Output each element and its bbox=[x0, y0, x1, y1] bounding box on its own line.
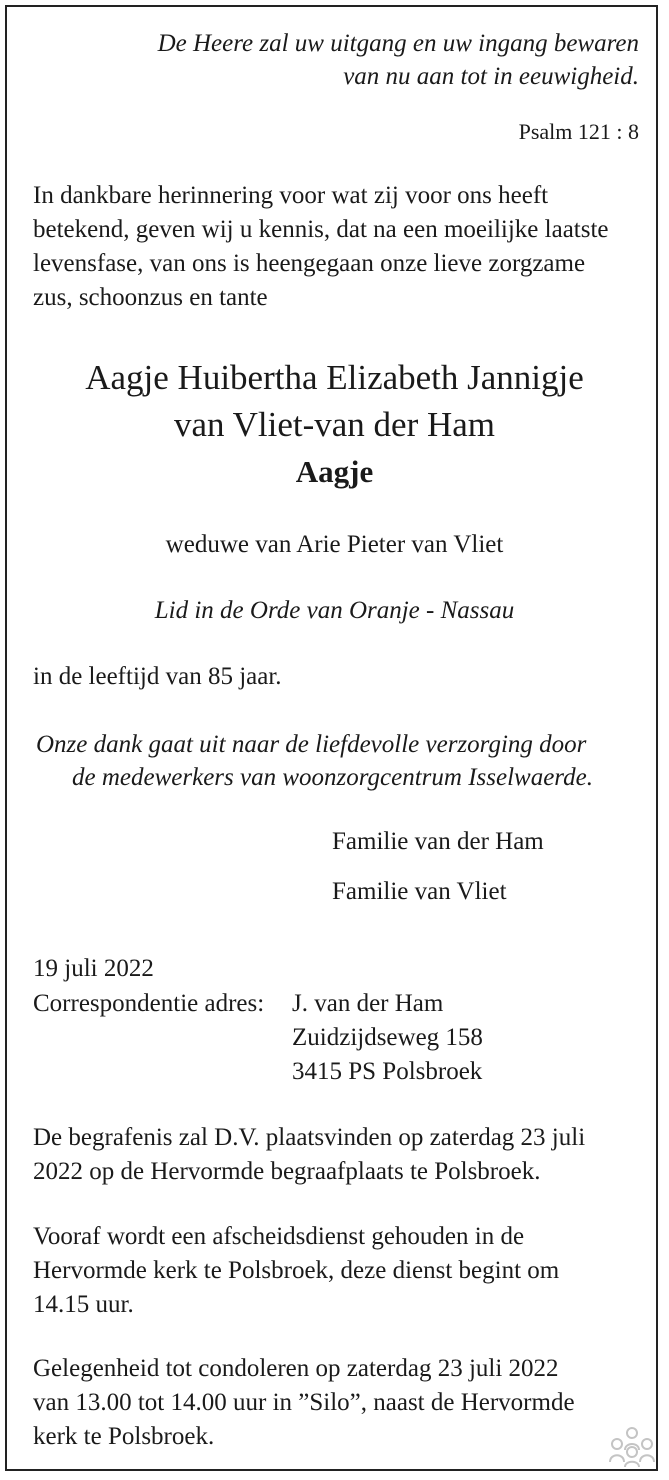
service-line-2: Hervormde kerk te Polsbroek, deze dienst begint om bbox=[33, 1257, 560, 1284]
deceased-full-name: Aagje Huibertha Elizabeth Jannigje bbox=[85, 358, 584, 397]
three-people-icon bbox=[606, 1424, 658, 1468]
deceased-surname: van Vliet-van der Ham bbox=[173, 405, 496, 444]
condolence-line-3: kerk te Polsbroek. bbox=[33, 1423, 215, 1450]
condolence-line-2: van 13.00 tot 14.00 uur in ”Silo”, naast de Hervormde bbox=[33, 1389, 575, 1416]
honor: Lid in de Orde van Oranje - Nassau bbox=[154, 597, 515, 624]
verse-reference: Psalm 121 : 8 bbox=[518, 119, 639, 144]
widow-of: weduwe van Arie Pieter van Vliet bbox=[165, 531, 504, 558]
correspondence-label: Correspondentie adres: bbox=[33, 990, 265, 1017]
funeral-line-1: De begrafenis zal D.V. plaatsvinden op zaterdag 23 juli bbox=[33, 1124, 586, 1151]
intro-line-1: In dankbare herinnering voor wat zij voor ons heeft bbox=[33, 182, 549, 209]
age: in de leeftijd van 85 jaar. bbox=[33, 663, 282, 690]
thanks-line-2: de medewerkers van woonzorgcentrum Isselwaerde. bbox=[72, 764, 593, 791]
family-1: Familie van der Ham bbox=[332, 828, 544, 855]
intro-line-4: zus, schoonzus en tante bbox=[33, 284, 268, 311]
correspondence-city: 3415 PS Polsbroek bbox=[292, 1058, 483, 1085]
verse-line-1: De Heere zal uw uitgang en uw ingang bewaren bbox=[157, 30, 639, 57]
correspondence-street: Zuidzijdseweg 158 bbox=[292, 1024, 483, 1051]
verse-line-2: van nu aan tot in eeuwigheid. bbox=[343, 63, 639, 90]
date: 19 juli 2022 bbox=[33, 955, 154, 982]
intro-line-3: levensfase, van ons is heengegaan onze lieve zorgzame bbox=[33, 250, 586, 277]
funeral-line-2: 2022 op de Hervormde begraafplaats te Polsbroek. bbox=[33, 1158, 541, 1185]
family-2: Familie van Vliet bbox=[332, 878, 507, 905]
deceased-nickname: Aagje bbox=[295, 454, 374, 489]
thanks-line-1: Onze dank gaat uit naar de liefdevolle verzorging door bbox=[36, 731, 587, 758]
service-line-3: 14.15 uur. bbox=[33, 1291, 134, 1318]
service-line-1: Vooraf wordt een afscheidsdienst gehouden in de bbox=[33, 1223, 525, 1250]
intro-line-2: betekend, geven wij u kennis, dat na een moeilijke laatste bbox=[33, 216, 609, 243]
condolence-line-1: Gelegenheid tot condoleren op zaterdag 23 juli 2022 bbox=[33, 1355, 559, 1382]
correspondence-name: J. van der Ham bbox=[292, 990, 444, 1017]
